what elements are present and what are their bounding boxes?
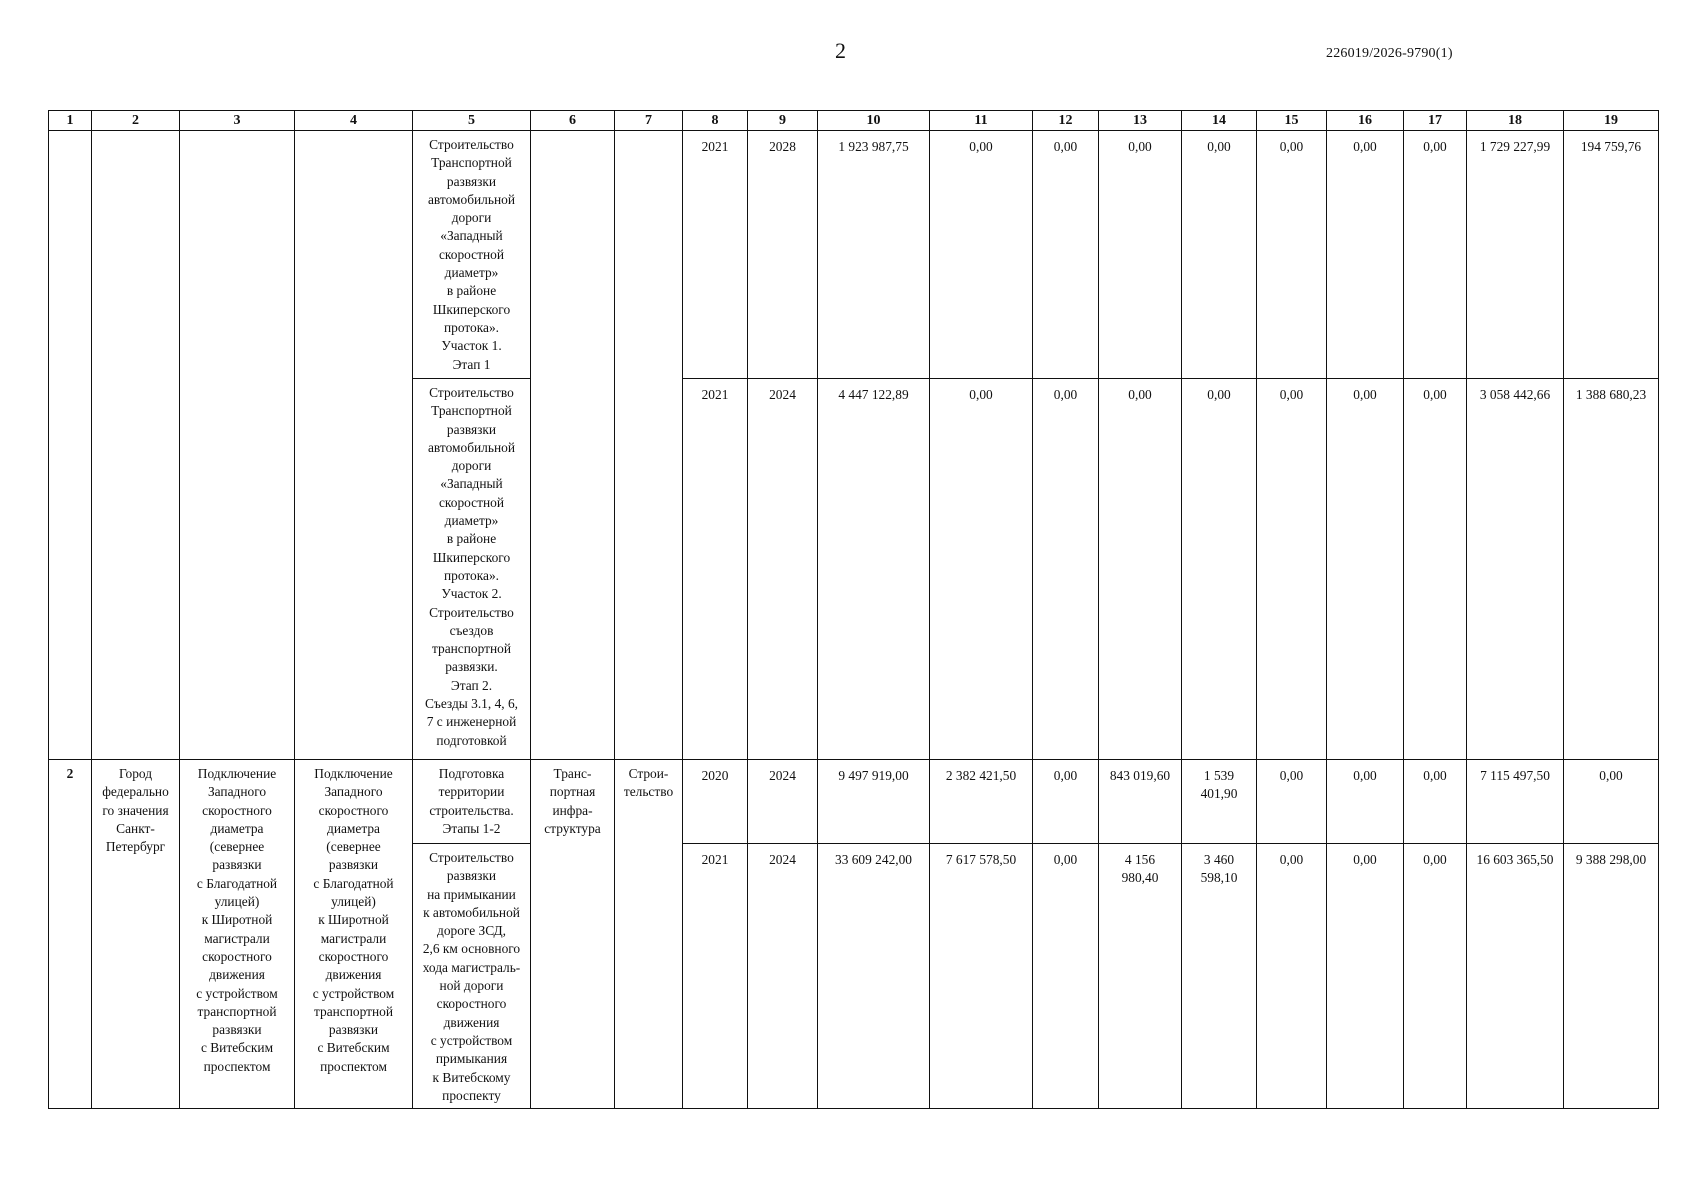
column-header: 12: [1033, 111, 1099, 131]
cell-text-line: скоростного: [318, 948, 389, 964]
cell-value: 3 058 442,66: [1467, 379, 1564, 760]
cell-sphere: [531, 760, 615, 1109]
cell-value: 16 603 365,50: [1467, 844, 1564, 1109]
cell-text-line: транспортной: [313, 1003, 394, 1019]
cell-text-line: с Витебским: [317, 1040, 390, 1056]
cell-sphere: [531, 131, 615, 760]
cell-text-line: движения: [209, 967, 265, 983]
column-header: 6: [531, 111, 615, 131]
cell-text-line: Этапы 1-2: [442, 820, 501, 836]
cell-text-line: Транспортной: [431, 403, 512, 419]
cell-value: 9 497 919,00: [818, 760, 930, 844]
cell-value: 1 388 680,23: [1564, 379, 1659, 760]
cell-text-line: Западного: [324, 784, 383, 800]
cell-text-line: портная: [549, 784, 596, 800]
cell-type: [615, 760, 683, 1109]
cell-text-line: проспекту: [442, 1087, 501, 1103]
cell-value: 0,00: [1182, 131, 1257, 379]
cell-value: 0,00: [1099, 131, 1182, 379]
cell-end-year: 2024: [748, 379, 818, 760]
cell-text-line: развязки: [446, 421, 497, 437]
cell-value: 1 729 227,99: [1467, 131, 1564, 379]
cell-text-line: скоростной: [438, 494, 504, 510]
cell-text-line: хода магистраль-: [422, 959, 521, 975]
cell-text-line: скоростного: [436, 996, 507, 1012]
cell-text-line: 7 с инженерной: [426, 714, 517, 730]
cell-text-line: Подготовка: [438, 766, 505, 781]
cell-start-year: 2020: [683, 760, 748, 844]
cell-text-line: строительства.: [429, 802, 514, 818]
cell-text-line: дороги: [451, 458, 492, 474]
cell-text-line: скоростного: [318, 802, 389, 818]
column-header: 3: [180, 111, 295, 131]
cell-text-line: федерально: [102, 784, 169, 800]
cell-text-line: Этап 2.: [450, 677, 493, 693]
cell-text-line: в районе: [446, 283, 497, 299]
cell-text-line: Шкиперского: [432, 301, 511, 317]
cell-text-line: структура: [544, 820, 601, 836]
cell-text-line: 3 460: [1203, 852, 1235, 867]
cell-text-line: к Витебскому: [432, 1069, 511, 1085]
cell-value: 0,00: [1327, 379, 1404, 760]
cell-project: [180, 760, 295, 1109]
cell-text-line: к автомобильной: [423, 904, 520, 920]
cell-text-line: развязки: [446, 173, 497, 189]
cell-text-line: проспектом: [203, 1058, 271, 1074]
cell-text-line: к Широтной: [201, 912, 273, 928]
cell-text-line: съездов: [449, 622, 494, 638]
cell-text-line: магистрали: [204, 930, 270, 946]
cell-value: 0,00: [1327, 131, 1404, 379]
cell-object: [413, 760, 531, 844]
column-header: 18: [1467, 111, 1564, 131]
cell-value: 0,00: [1404, 379, 1467, 760]
cell-text-line: с устройством: [196, 985, 278, 1001]
cell-text-line: 2,6 км основного: [422, 941, 521, 957]
cell-text-line: автомобильной: [427, 439, 515, 455]
cell-region: [92, 760, 180, 1109]
cell-value: 0,00: [1033, 844, 1099, 1109]
cell-text-line: 401,90: [1200, 786, 1238, 802]
cell-value: [1182, 760, 1257, 844]
table-row: [49, 760, 1659, 844]
cell-text-line: Съезды 3.1, 4, 6,: [424, 696, 519, 712]
cell-text-line: развязки: [328, 1022, 379, 1038]
cell-text-line: диаметра: [210, 820, 264, 836]
cell-text-line: Строи-: [628, 766, 669, 781]
cell-value: 7 115 497,50: [1467, 760, 1564, 844]
cell-value: 0,00: [1182, 379, 1257, 760]
cell-value: 0,00: [1327, 760, 1404, 844]
column-header: 17: [1404, 111, 1467, 131]
cell-end-year: 2028: [748, 131, 818, 379]
cell-end-year: 2024: [748, 760, 818, 844]
cell-text-line: 980,40: [1121, 870, 1159, 886]
cell-value: 0,00: [1404, 131, 1467, 379]
cell-text-line: развязки: [212, 857, 262, 873]
cell-text-line: инфра-: [552, 802, 593, 818]
cell-text-line: с устройством: [430, 1032, 513, 1048]
cell-text-line: Участок 1.: [441, 338, 502, 354]
cell-value: 9 388 298,00: [1564, 844, 1659, 1109]
column-header: 5: [413, 111, 531, 131]
cell-value: 0,00: [930, 379, 1033, 760]
data-table: [48, 110, 1659, 1109]
column-header: 13: [1099, 111, 1182, 131]
cell-region: [92, 131, 180, 760]
cell-text-line: проспектом: [320, 1058, 387, 1074]
cell-text-line: дороги: [451, 210, 492, 226]
cell-value: 0,00: [1327, 844, 1404, 1109]
cell-text-line: Город: [118, 766, 153, 781]
cell-text-line: к Широтной: [318, 912, 389, 928]
column-header: 19: [1564, 111, 1659, 131]
cell-text-line: Подключение: [314, 766, 393, 781]
cell-text-line: Строительство: [429, 385, 514, 400]
cell-text-line: Подключение: [197, 766, 277, 781]
cell-value: 0,00: [1033, 379, 1099, 760]
cell-type: [615, 131, 683, 760]
column-header: 7: [615, 111, 683, 131]
cell-value: 0,00: [1099, 379, 1182, 760]
cell-value: 2 382 421,50: [930, 760, 1033, 844]
table-row: [49, 131, 1659, 379]
cell-text-line: скоростной: [438, 246, 504, 262]
cell-text-line: Транс-: [553, 766, 592, 781]
cell-value: 0,00: [1404, 844, 1467, 1109]
cell-value: [1182, 844, 1257, 1109]
cell-value: 0,00: [1033, 131, 1099, 379]
cell-text-line: улицей): [331, 894, 376, 910]
column-header: 15: [1257, 111, 1327, 131]
cell-text-line: го значения: [102, 802, 169, 818]
cell-text-line: примыкания: [435, 1051, 508, 1067]
cell-value: 7 617 578,50: [930, 844, 1033, 1109]
cell-text-line: движения: [443, 1014, 500, 1030]
cell-text-line: автомобильной: [427, 191, 515, 207]
cell-value: 1 923 987,75: [818, 131, 930, 379]
column-header: 16: [1327, 111, 1404, 131]
cell-end-year: 2024: [748, 844, 818, 1109]
cell-num: [49, 131, 92, 760]
cell-object: [413, 844, 531, 1109]
cell-value: 0,00: [1033, 760, 1099, 844]
cell-text-line: на примыкании: [427, 886, 516, 902]
cell-value: 843 019,60: [1099, 760, 1182, 844]
cell-text-line: территории: [438, 784, 505, 800]
cell-value: 0,00: [1257, 760, 1327, 844]
cell-value: 4 447 122,89: [818, 379, 930, 760]
cell-start-year: 2021: [683, 131, 748, 379]
cell-project: [180, 131, 295, 760]
cell-value: 194 759,76: [1564, 131, 1659, 379]
cell-object: [413, 379, 531, 760]
cell-text-line: Шкиперского: [432, 549, 511, 565]
cell-text-line: диаметр»: [444, 513, 499, 529]
column-header: 9: [748, 111, 818, 131]
cell-text-line: развязки: [328, 857, 379, 873]
cell-object: [413, 131, 531, 379]
cell-project-name: [295, 131, 413, 760]
cell-text-line: транспортной: [197, 1003, 277, 1019]
cell-text-line: 598,10: [1200, 870, 1238, 886]
cell-text-line: скоростного: [202, 948, 272, 964]
cell-text-line: развязки: [446, 868, 497, 884]
cell-text-line: 1 539: [1203, 768, 1235, 783]
cell-value: 33 609 242,00: [818, 844, 930, 1109]
cell-project-name: [295, 760, 413, 1109]
cell-text-line: развязки.: [445, 659, 498, 675]
column-header: 11: [930, 111, 1033, 131]
cell-text-line: подготовкой: [436, 732, 507, 748]
cell-text-line: дороге ЗСД,: [437, 923, 506, 939]
cell-value: 0,00: [1257, 131, 1327, 379]
page-number: 2: [835, 38, 846, 63]
cell-text-line: Строительство: [429, 137, 514, 152]
cell-text-line: Транспортной: [431, 155, 512, 171]
cell-text-line: в районе: [446, 531, 497, 547]
cell-text-line: протока».: [443, 567, 500, 583]
cell-text-line: Этап 1: [452, 356, 491, 372]
column-header: 8: [683, 111, 748, 131]
cell-start-year: 2021: [683, 844, 748, 1109]
cell-text-line: магистрали: [320, 930, 387, 946]
document-id: 226019/2026-9790(1): [1326, 46, 1453, 61]
cell-text-line: с Благодатной: [313, 875, 394, 891]
cell-text-line: (севернее: [326, 839, 381, 855]
cell-text-line: Участок 2.: [441, 586, 502, 602]
cell-value: 0,00: [1564, 760, 1659, 844]
cell-text-line: Западного: [207, 784, 267, 800]
cell-text-line: с Благодатной: [196, 875, 278, 891]
cell-text-line: протока».: [443, 319, 500, 335]
cell-value: 0,00: [1257, 844, 1327, 1109]
column-header: 1: [49, 111, 92, 131]
cell-text-line: «Западный: [440, 228, 503, 244]
column-number-row: [49, 111, 1659, 131]
cell-value: 0,00: [1404, 760, 1467, 844]
cell-text-line: Санкт-: [116, 820, 155, 836]
column-header: 10: [818, 111, 930, 131]
cell-value: 0,00: [1257, 379, 1327, 760]
cell-value: [1099, 844, 1182, 1109]
cell-text-line: Петербург: [105, 839, 166, 855]
cell-text-line: (севернее: [209, 839, 265, 855]
cell-text-line: развязки: [212, 1022, 262, 1038]
cell-text-line: Строительство: [429, 850, 514, 865]
cell-text-line: улицей): [214, 894, 260, 910]
cell-text-line: «Западный: [440, 476, 503, 492]
cell-text-line: ной дороги: [439, 978, 504, 994]
column-header: 4: [295, 111, 413, 131]
cell-text-line: Строительство: [429, 604, 514, 620]
cell-text-line: тельство: [623, 784, 674, 800]
cell-text-line: 4 156: [1124, 852, 1156, 867]
cell-num: 2: [49, 760, 92, 1109]
cell-text-line: скоростного: [202, 802, 272, 818]
cell-text-line: диаметра: [327, 820, 380, 836]
cell-start-year: 2021: [683, 379, 748, 760]
cell-text-line: движения: [325, 967, 382, 983]
cell-text-line: с Витебским: [200, 1040, 274, 1056]
cell-text-line: транспортной: [431, 641, 512, 657]
column-header: 2: [92, 111, 180, 131]
column-header: 14: [1182, 111, 1257, 131]
cell-text-line: с устройством: [312, 985, 395, 1001]
cell-text-line: диаметр»: [444, 265, 499, 281]
cell-value: 0,00: [930, 131, 1033, 379]
